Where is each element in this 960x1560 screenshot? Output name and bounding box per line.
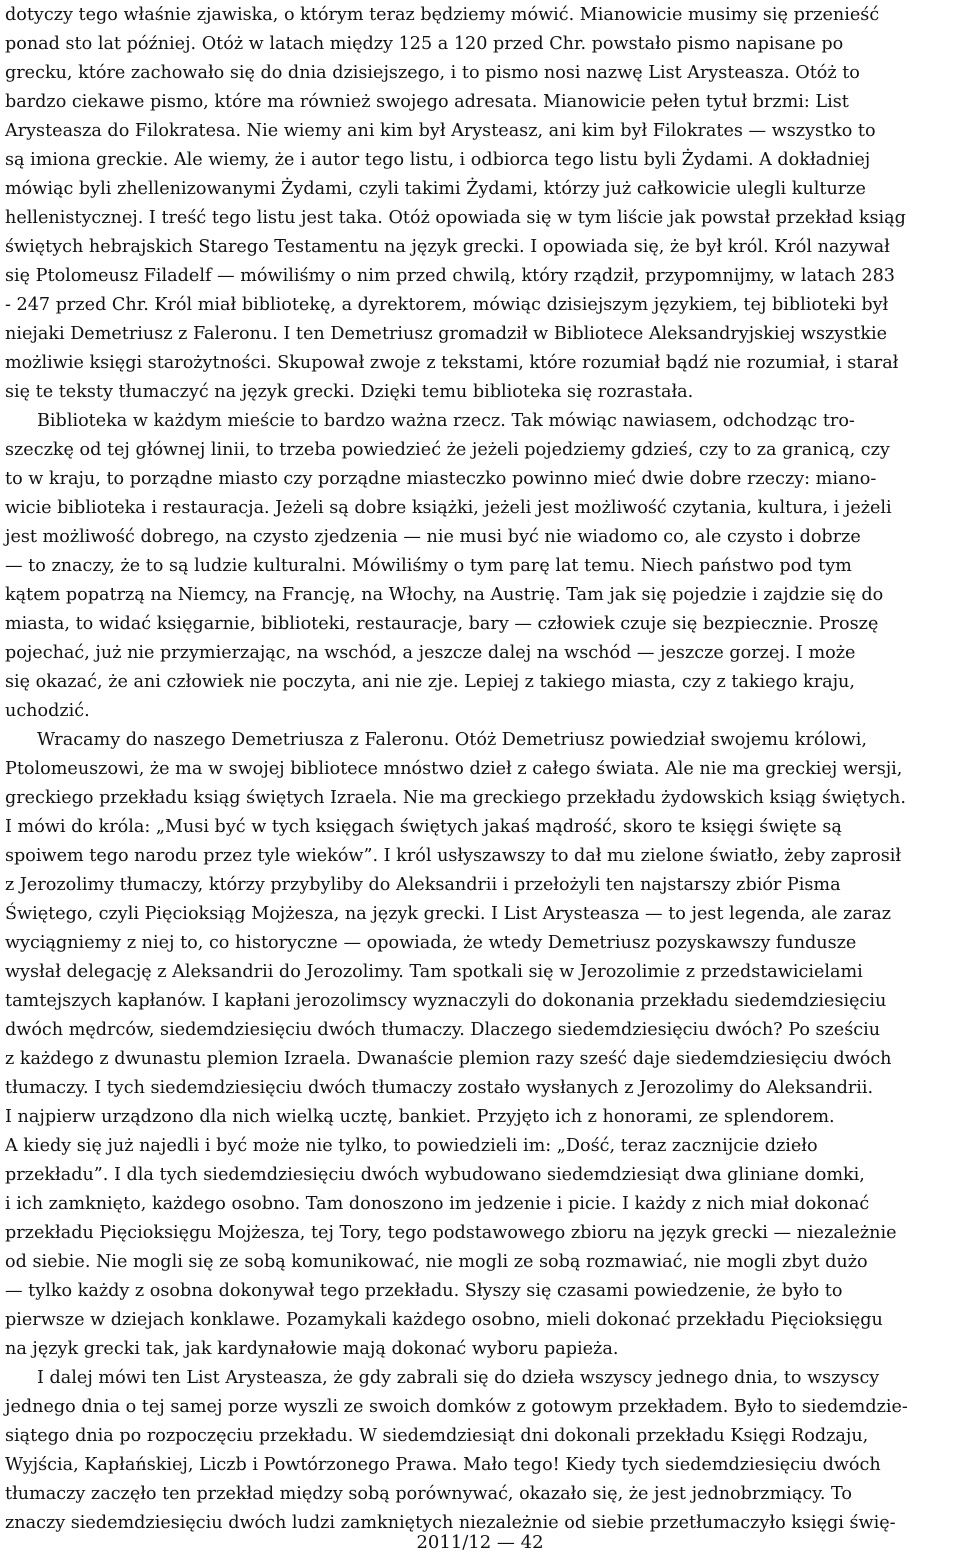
text-line: znaczy siedemdziesięciu dwóch ludzi zamkniętych niezależnie od siebie przetłumaczyło księgi świę- <box>5 1513 896 1533</box>
text-line: pierwsze w dziejach konklawe. Pozamykali każdego osobno, mieli dokonać przekładu Pięcioksięgu <box>5 1310 883 1330</box>
text-line: - 247 przed Chr. Król miał bibliotekę, a dyrektorem, mówiąc dzisiejszym językiem, tej biblioteki był <box>5 295 889 315</box>
text-line: bardzo ciekawe pismo, które ma również swojego adresata. Mianowicie pełen tytuł brzmi: List <box>5 92 849 112</box>
text-line: tłumaczy. I tych siedemdziesięciu dwóch tłumaczy zostało wysłanych z Jerozolimy do Aleksandrii. <box>5 1078 874 1098</box>
text-line: — tylko każdy z osobna dokonywał tego przekładu. Słyszy się czasami powiedzenie, że było to <box>5 1281 843 1301</box>
paragraph-start: I dalej mówi ten List Arysteasza, że gdy zabrali się do dzieła wszyscy jednego dnia, to wszyscy <box>37 1368 880 1388</box>
text-line: to w kraju, to porządne miasto czy porządne miasteczko powinno mieć dwie dobre rzeczy: miano- <box>5 469 877 489</box>
text-line: jest możliwość dobrego, na czysto zjedzenia — nie musi być nie wiadomo co, ale czysto i dobrze <box>5 527 861 547</box>
text-line: jednego dnia o tej samej porze wyszli ze swoich domków z gotowym przekładem. Było to siedemdzie- <box>5 1397 908 1417</box>
text-line: się okazać, że ani człowiek nie poczyta, ani nie zje. Lepiej z takiego miasta, czy z takiego kraju, <box>5 672 855 692</box>
text-line: się Ptolomeusz Filadelf — mówiliśmy o nim przed chwilą, który rządził, przypomnijmy, w latach 283 <box>5 266 895 286</box>
text-line: mówiąc byli zhellenizowanymi Żydami, czyli takimi Żydami, którzy już całkowicie ulegli kulturze <box>5 179 866 199</box>
text-line: są imiona greckie. Ale wiemy, że i autor tego listu, i odbiorca tego listu byli Żydami. A dokładniej <box>5 150 871 170</box>
text-line: dwóch mędrców, siedemdziesięciu dwóch tłumaczy. Dlaczego siedemdziesięciu dwóch? Po sześciu <box>5 1020 881 1040</box>
text-line: i ich zamknięto, każdego osobno. Tam donoszono im jedzenie i picie. I każdy z nich miał dokonać <box>5 1194 870 1214</box>
text-line: wyciągniemy z niej to, co historyczne — opowiada, że wtedy Demetriusz pozyskawszy fundusze <box>5 933 857 953</box>
text-line: Ptolomeuszowi, że ma w swojej bibliotece mnóstwo dzieł z całego świata. Ale nie ma greckiej wersji, <box>5 759 903 779</box>
text-line: kątem popatrzą na Niemcy, na Francję, na Włochy, na Austrię. Tam jak się pojedzie i zajdzie się do <box>5 585 884 605</box>
text-line: dotyczy tego właśnie zjawiska, o którym teraz będziemy mówić. Mianowicie musimy się przenieść <box>5 5 880 25</box>
text-line: A kiedy się już najedli i być może nie tylko, to powiedzieli im: „Dość, teraz zacznijcie dzieło <box>5 1136 818 1156</box>
text-line: świętych hebrajskich Starego Testamentu na język grecki. I opowiada się, że był król. Król nazywał <box>5 237 890 257</box>
text-line: hellenistycznej. I treść tego listu jest taka. Otóż opowiada się w tym liście jak powstał przekład ksiąg <box>5 208 906 228</box>
text-line: tłumaczy zaczęło ten przekład między sobą porównywać, okazało się, że jest jednobrzmiący. To <box>5 1484 852 1504</box>
text-line: miasta, to widać księgarnie, biblioteki, restauracje, bary — człowiek czuje się bezpiecznie. Proszę <box>5 614 879 634</box>
text-line: z każdego z dwunastu plemion Izraela. Dwanaście plemion razy sześć daje siedemdziesięciu dwóch <box>5 1049 892 1069</box>
text-line: przekładu”. I dla tych siedemdziesięciu dwóch wybudowano siedemdziesiąt dwa gliniane domki, <box>5 1165 865 1185</box>
text-line: z Jerozolimy tłumaczy, którzy przybyliby do Aleksandrii i przełożyli ten najstarszy zbiór Pisma <box>5 875 841 895</box>
text-line: wysłał delegację z Aleksandrii do Jerozolimy. Tam spotkali się w Jerozolimie z przedstawicielami <box>5 962 863 982</box>
text-line: greckiego przekładu ksiąg świętych Izraela. Nie ma greckiego przekładu żydowskich ksiąg świętych. <box>5 788 906 808</box>
text-line: się te teksty tłumaczyć na język grecki. Dzięki temu biblioteka się rozrastała. <box>5 382 694 402</box>
text-line: od siebie. Nie mogli się ze sobą komunikować, nie mogli ze sobą rozmawiać, nie mogli zbyt dużo <box>5 1252 868 1272</box>
text-line: I mówi do króla: „Musi być w tych księgach świętych jakaś mądrość, skoro te księgi święte są <box>5 817 842 837</box>
text-line: Świętego, czyli Pięcioksiąg Mojżesza, na język grecki. I List Arysteasza — to jest legenda, ale zaraz <box>5 904 892 924</box>
text-line: spoiwem tego narodu przez tyle wieków”. I król usłyszawszy to dał mu zielone światło, żeby zaprosił <box>5 846 902 866</box>
text-line: uchodzić. <box>5 701 90 721</box>
paragraph-start: Wracamy do naszego Demetriusza z Faleronu. Otóż Demetriusz powiedział swojemu królowi, <box>37 730 867 750</box>
paragraph-start: Biblioteka w każdym mieście to bardzo ważna rzecz. Tak mówiąc nawiasem, odchodząc tro- <box>37 411 855 431</box>
text-line: wicie biblioteka i restauracja. Jeżeli są dobre książki, jeżeli jest możliwość czytania, kultura, i jeżeli <box>5 498 892 518</box>
text-line: I najpierw urządzono dla nich wielką ucztę, bankiet. Przyjęto ich z honorami, ze splendorem. <box>5 1107 835 1127</box>
text-line: szeczkę od tej głównej linii, to trzeba powiedzieć że jeżeli pojedziemy gdzieś, czy to za granicą, czy <box>5 440 890 460</box>
text-line: siątego dnia po rozpoczęciu przekładu. W siedemdziesiąt dni dokonali przekładu Księgi Rodzaju, <box>5 1426 869 1446</box>
text-line: możliwie księgi starożytności. Skupował zwoje z tekstami, które rozumiał bądź nie rozumiał, i starał <box>5 353 899 373</box>
text-line: tamtejszych kapłanów. I kapłani jerozolimscy wyznaczyli do dokonania przekładu siedemdziesięciu <box>5 991 887 1011</box>
text-line: ponad sto lat później. Otóż w latach między 125 a 120 przed Chr. powstało pismo napisane po <box>5 34 844 54</box>
text-line: pojechać, już nie przymierzając, na wschód, a jeszcze dalej na wschód — jeszcze gorzej. I może <box>5 643 856 663</box>
text-line: Arysteasza do Filokratesa. Nie wiemy ani kim był Arysteasz, ani kim był Filokrates — wszystko to <box>5 121 876 141</box>
page-number: 2011/12 — 42 <box>416 1532 544 1553</box>
text-line: — to znaczy, że to są ludzie kulturalni. Mówiliśmy o tym parę lat temu. Niech państwo pod tym <box>5 556 852 576</box>
text-line: Wyjścia, Kapłańskiej, Liczb i Powtórzonego Prawa. Mało tego! Kiedy tych siedemdziesięciu dwóch <box>5 1455 881 1475</box>
text-line: grecku, które zachowało się do dnia dzisiejszego, i to pismo nosi nazwę List Arysteasza. Otóż to <box>5 63 860 83</box>
text-line: przekładu Pięcioksięgu Mojżesza, tej Tory, tego podstawowego zbioru na język grecki — niezależnie <box>5 1223 897 1243</box>
text-line: na język grecki tak, jak kardynałowie mają dokonać wyboru papieża. <box>5 1339 619 1359</box>
text-line: niejaki Demetriusz z Faleronu. I ten Demetriusz gromadził w Bibliotece Aleksandryjskiej wszystkie <box>5 324 888 344</box>
